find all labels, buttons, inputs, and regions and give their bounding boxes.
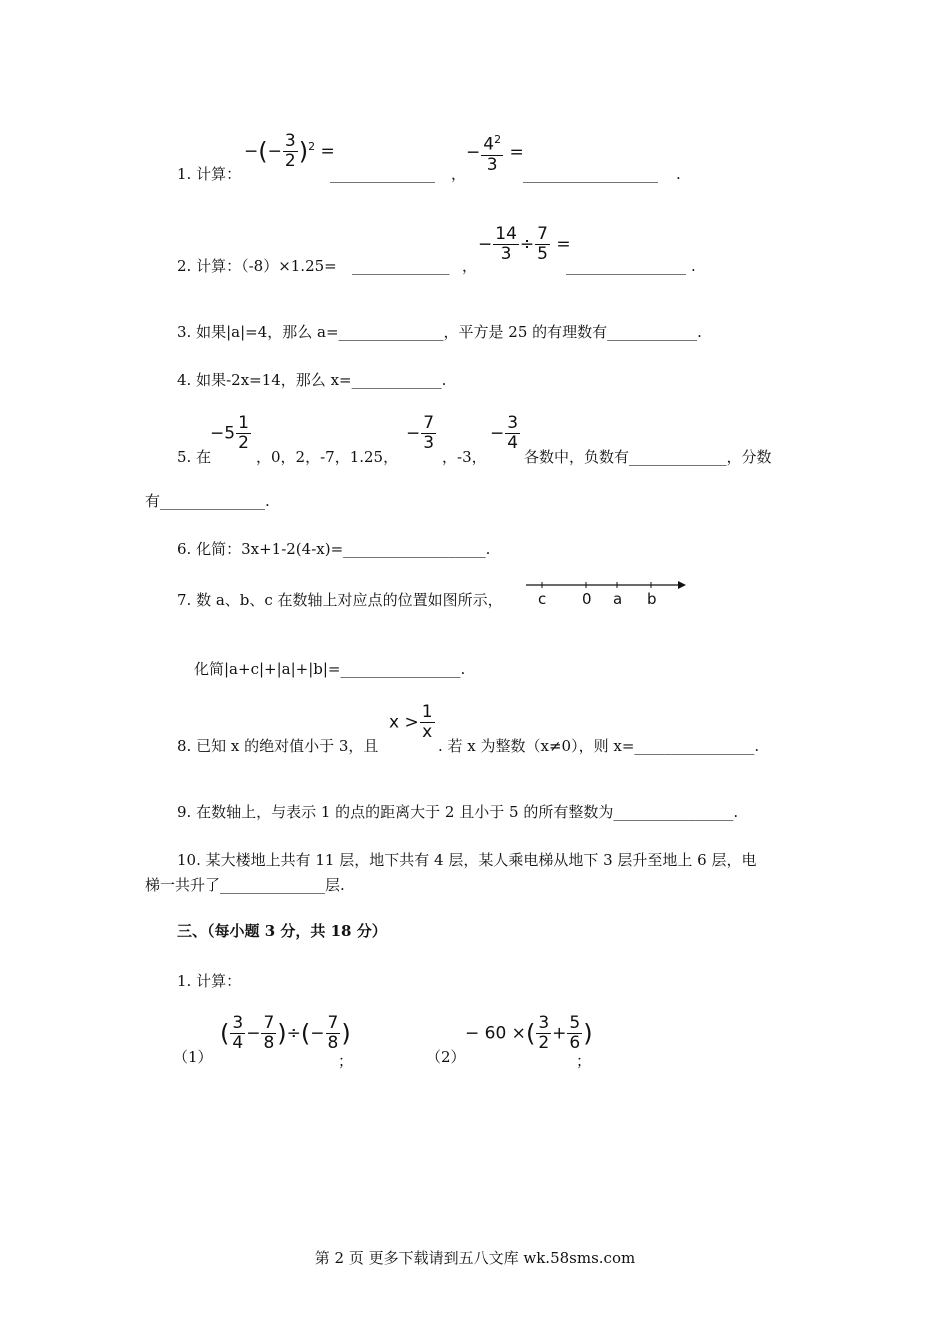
- q1-expr1: −(− $\frac{3}{2}$ )$^2$ =: [244, 131, 335, 171]
- q6-blank[interactable]: ___________________: [343, 540, 486, 558]
- q1-label: 1. 计算：: [177, 165, 242, 183]
- q8-post: . 若 x 为整数（x≠0），则 x=________________.: [438, 737, 760, 755]
- q1-blank1[interactable]: ______________: [330, 165, 435, 183]
- q2-label: 2. 计算：（-8）×1.25=: [177, 257, 337, 275]
- q7-blank[interactable]: ________________: [340, 660, 461, 678]
- axis-label-b: b: [647, 590, 657, 608]
- q5-blank2[interactable]: ______________: [160, 492, 266, 510]
- q6-label: 6. 化简：3x+1-2(4-x)=___________________.: [177, 540, 491, 558]
- q1-sep: ，: [451, 165, 467, 183]
- q5-frac1: −5 $\frac{1}{2}$: [210, 413, 249, 453]
- q10-line1: 10. 某大楼地上共有 11 层，地下共有 4 层，某人乘电梯从地下 3 层升至地上 6 层，电: [177, 851, 757, 869]
- q10-line2: 梯一共升了______________层.: [145, 876, 345, 894]
- q9-blank[interactable]: ________________: [613, 803, 734, 821]
- q1-expr2: − $\frac{4^2}{3}$ =: [466, 130, 524, 175]
- q8-pre: 8. 已知 x 的绝对值小于 3，且: [177, 737, 379, 755]
- q3-blank2[interactable]: ____________: [607, 323, 698, 341]
- q5-frac2: − $\frac{7}{3}$: [406, 413, 435, 453]
- q3-label: 3. 如果|a|=4，那么 a=______________，平方是 25 的有理数有____________.: [177, 323, 702, 341]
- q2-sep: ，: [462, 257, 478, 275]
- axis-label-0: 0: [582, 590, 592, 608]
- q5-pre: 5. 在: [177, 448, 212, 466]
- q5-line2: 有______________.: [145, 492, 270, 510]
- q5-mid1: ，0，2，-7，1.25，: [256, 448, 399, 466]
- q4-label: 4. 如果-2x=14，那么 x=____________.: [177, 371, 447, 389]
- q5-frac3: − $\frac{3}{4}$: [490, 413, 519, 453]
- q2-blank1[interactable]: _____________: [352, 257, 450, 275]
- q8-expr: x > $\frac{1}{x}$: [389, 702, 433, 742]
- q7-label: 7. 数 a、b、c 在数轴上对应点的位置如图所示，: [177, 591, 503, 609]
- q2-end: .: [691, 257, 696, 275]
- p2-label: （2）: [426, 1048, 466, 1066]
- p2-expr: − 60 ×( $\frac{3}{2}$ + $\frac{5}{6}$ ): [465, 1013, 593, 1053]
- p1-end: ；: [338, 1052, 354, 1070]
- q1-blank2[interactable]: __________________: [523, 165, 658, 183]
- s3-q1-label: 1. 计算：: [177, 972, 242, 990]
- q4-blank[interactable]: ____________: [351, 371, 442, 389]
- q3-blank1[interactable]: ______________: [338, 323, 444, 341]
- axis-label-a: a: [613, 590, 623, 608]
- page-footer: 第 2 页 更多下载请到五八文库 wk.58sms.com: [314, 1249, 636, 1267]
- q5-mid2: ，-3，: [442, 448, 487, 466]
- q8-blank[interactable]: ________________: [634, 737, 755, 755]
- q5-blank1[interactable]: _____________: [629, 448, 727, 466]
- p1-label: （1）: [173, 1048, 213, 1066]
- p1-expr: ( $\frac{3}{4}$ − $\frac{7}{8}$ )÷(− $\frac{7}{8}$ ): [220, 1013, 351, 1053]
- section-3-title: 三、（每小题 3 分，共 18 分）: [177, 922, 387, 940]
- axis-label-c: c: [538, 590, 547, 608]
- number-line-figure: [526, 580, 686, 610]
- q9-label: 9. 在数轴上，与表示 1 的点的距离大于 2 且小于 5 的所有整数为________________.: [177, 803, 739, 821]
- q7-line2: 化简|a+c|+|a|+|b|=________________.: [194, 660, 466, 678]
- p2-end: ；: [576, 1052, 592, 1070]
- q1-end: .: [676, 165, 681, 183]
- q5-mid3: 各数中，负数有_____________，分数: [524, 448, 772, 466]
- q2-blank2[interactable]: ________________: [566, 257, 686, 275]
- number-line-arrow-icon: [678, 581, 686, 589]
- q2-expr: − $\frac{14}{3}$ ÷ $\frac{7}{5}$ =: [478, 224, 571, 264]
- q10-blank[interactable]: ______________: [220, 876, 326, 894]
